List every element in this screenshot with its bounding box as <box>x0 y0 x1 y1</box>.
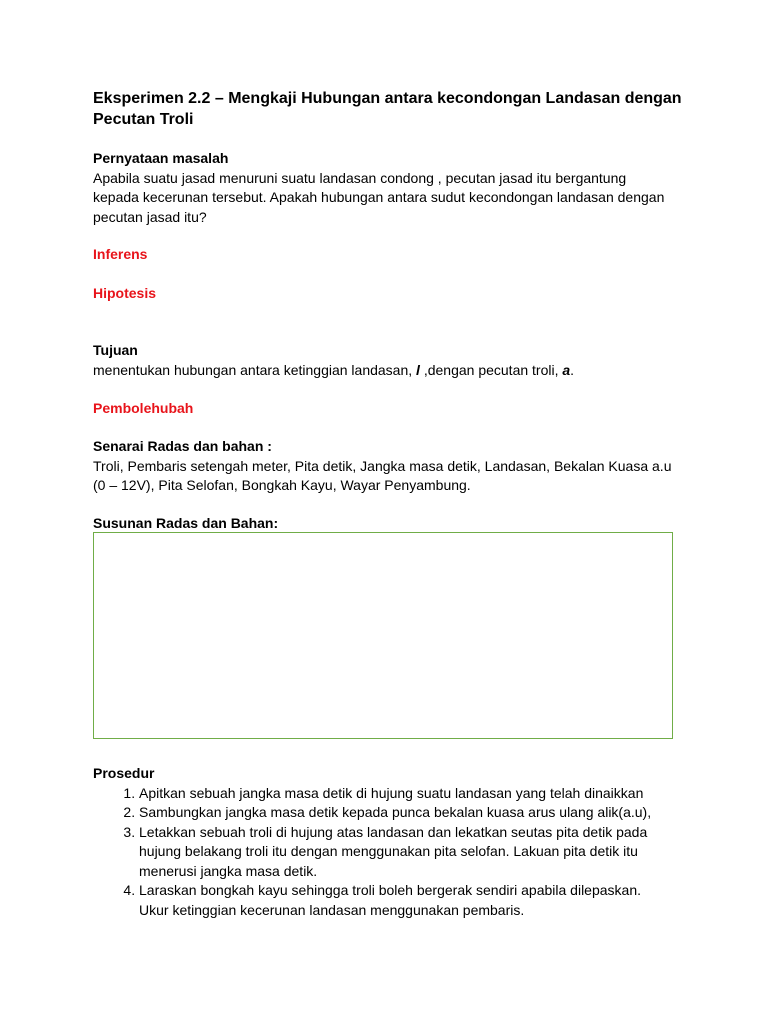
apparatus-heading: Senarai Radas dan bahan : <box>93 438 272 454</box>
problem-statement-section <box>93 149 683 227</box>
title-line-1: Eksperimen 2.2 – Mengkaji Hubungan antara kecondongan Landasan dengan <box>93 90 682 107</box>
procedure-heading: Prosedur <box>93 765 155 781</box>
aim-variable-a: a <box>562 361 571 378</box>
apparatus-line-1: Troli, Pembaris setengah meter, Pita detik, Jangka masa detik, Landasan, Bekalan Kuasa a.u <box>93 457 672 474</box>
apparatus-section <box>93 437 683 496</box>
aim-heading: Tujuan <box>93 342 138 358</box>
problem-line-2: kepada kecerunan tersebut. Apakah hubungan antara sudut kecondongan landasan dengan <box>93 189 665 205</box>
step-1-line-1: 1. Apitkan sebuah jangka masa detik di hujung suatu landasan yang telah dinaikkan <box>139 784 644 801</box>
aim-text-after: . <box>570 361 575 378</box>
variables-heading: Pembolehubah <box>93 400 194 416</box>
procedure-list <box>93 784 683 921</box>
aim-text-before: menentukan hubungan antara ketinggian landasan, <box>93 361 417 378</box>
procedure-step <box>139 881 683 920</box>
aim-text-middle: ,dengan pecutan troli, <box>419 361 563 378</box>
procedure-section <box>93 764 683 920</box>
step-3-line-3: menerusi jangka masa detik. <box>139 862 318 879</box>
page-title <box>93 88 693 130</box>
step-4-line-2: Ukur ketinggian kecerunan landasan menggunakan pembaris. <box>139 901 525 918</box>
inference-heading: Inferens <box>93 246 148 262</box>
title-line-2: Pecutan Troli <box>93 111 194 128</box>
aim-text <box>93 361 683 381</box>
setup-drawing-box <box>93 532 673 739</box>
procedure-step <box>139 784 683 804</box>
procedure-step <box>139 823 683 882</box>
procedure-step <box>139 803 683 823</box>
setup-heading: Susunan Radas dan Bahan: <box>93 515 279 531</box>
hypothesis-heading: Hipotesis <box>93 285 157 301</box>
step-2-line-1: 2. Sambungkan jangka masa detik kepada punca bekalan kuasa arus ulang alik(a.u), <box>139 804 652 820</box>
step-4-line-1: 4. Laraskan bongkah kayu sehingga troli boleh bergerak sendiri apabila dilepaskan. <box>139 882 642 898</box>
problem-line-1: Apabila suatu jasad menuruni suatu landasan condong , pecutan jasad itu bergantung <box>93 169 627 186</box>
apparatus-line-2: (0 – 12V), Pita Selofan, Bongkah Kayu, Wayar Penyambung. <box>93 477 471 493</box>
step-3-line-1: 3. Letakkan sebuah troli di hujung atas landasan dan lekatkan seutas pita detik pada <box>139 823 648 840</box>
problem-heading: Pernyataan masalah <box>93 150 229 166</box>
step-3-line-2: hujung belakang troli itu dengan menggunakan pita selofan. Lakuan pita detik itu <box>139 843 638 859</box>
aim-section <box>93 341 683 380</box>
aim-variable-l: l <box>416 361 420 378</box>
problem-line-3: pecutan jasad itu? <box>93 208 207 225</box>
